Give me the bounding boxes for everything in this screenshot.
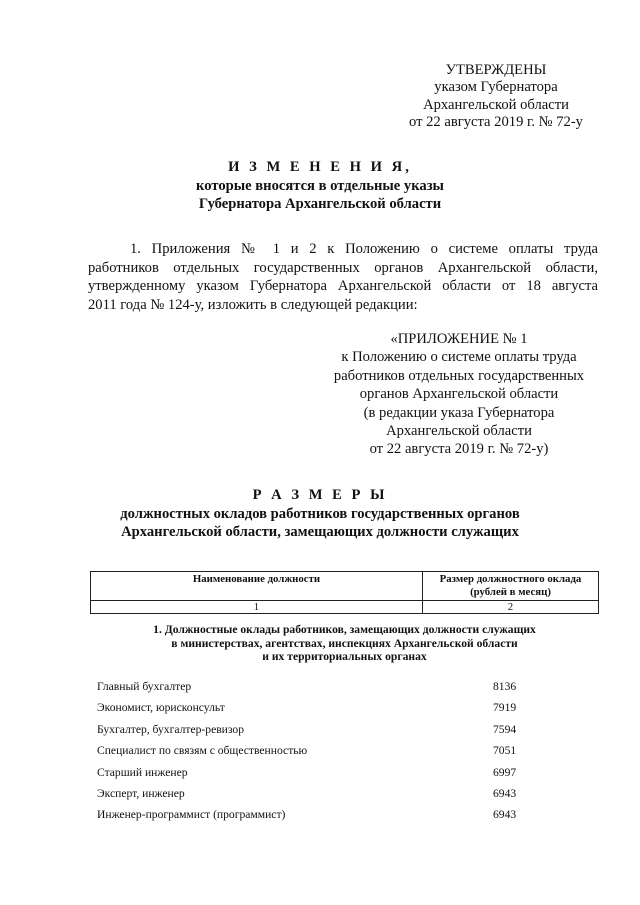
section-line: и их территориальных органах: [262, 650, 427, 664]
salary-value: 6943: [493, 786, 517, 800]
table-row: [97, 766, 557, 787]
salary-rows: [97, 680, 557, 830]
paragraph-line: утвержденному указом Губернатора Архангельской области от 18 августа: [88, 278, 598, 295]
col-number: 2: [423, 601, 599, 614]
table-row: [97, 723, 557, 744]
salary-value: 6997: [493, 765, 517, 779]
salary-value: 7051: [493, 744, 517, 758]
col-salary-header: [423, 572, 599, 601]
appendix-line: «ПРИЛОЖЕНИЕ № 1: [390, 331, 528, 347]
sizes-heading: [80, 486, 560, 542]
approval-line: Архангельской области: [423, 96, 569, 113]
main-paragraph: [88, 240, 598, 314]
appendix-line: к Положению о системе оплаты труда: [341, 349, 577, 366]
salary-value: 6943: [493, 808, 517, 822]
salary-value: 7594: [493, 722, 517, 736]
salary-table-header: [90, 571, 599, 614]
table-row: [97, 744, 557, 765]
appendix-line: работников отдельных государственных: [333, 367, 585, 384]
sizes-title: Р А З М Е Р Ы: [252, 487, 388, 503]
col-position-header: Наименование должности: [91, 572, 423, 601]
changes-title: И З М Е Н Е Н И Я,: [228, 159, 412, 175]
position-name: Экономист, юрисконсульт: [97, 701, 225, 715]
table-row: [97, 701, 557, 722]
table-row: [97, 787, 557, 808]
table-row: [97, 808, 557, 829]
appendix-line: от 22 августа 2019 г. № 72-у): [369, 441, 549, 458]
paragraph-line: 2011 года № 124-у, изложить в следующей редакции:: [88, 296, 418, 313]
salary-value: 8136: [493, 680, 517, 693]
approval-line: указом Губернатора: [434, 79, 558, 96]
approval-line: УТВЕРЖДЕНЫ: [445, 62, 547, 78]
table-row: [97, 680, 557, 701]
paragraph-line: 1. Приложения № 1 и 2 к Положению о системе оплаты труда: [130, 241, 598, 257]
changes-subtitle: Губернатора Архангельской области: [198, 196, 442, 212]
appendix-block: [318, 330, 600, 459]
position-name: Бухгалтер, бухгалтер-ревизор: [97, 722, 244, 736]
position-name: Главный бухгалтер: [97, 680, 192, 693]
changes-subtitle: которые вносятся в отдельные указы: [196, 177, 444, 194]
appendix-line: Архангельской области: [386, 423, 532, 440]
section-line: в министерствах, агентствах, инспекциях Архангельской области: [171, 636, 518, 650]
changes-heading: [80, 158, 560, 214]
position-name: Инженер-программист (программист): [97, 808, 286, 822]
approval-stamp: [390, 62, 602, 132]
appendix-line: органов Архангельской области: [359, 386, 559, 403]
sizes-subtitle: должностных окладов работников государственных органов: [120, 505, 520, 522]
section-heading: [90, 623, 599, 664]
position-name: Старший инженер: [97, 765, 188, 779]
appendix-line: (в редакции указа Губернатора: [363, 404, 555, 421]
salary-value: 7919: [493, 701, 517, 715]
approval-line: от 22 августа 2019 г. № 72-у: [409, 114, 583, 131]
col-salary-header-line: Размер должностного оклада: [439, 573, 582, 585]
position-name: Специалист по связям с общественностью: [97, 744, 308, 758]
sizes-subtitle: Архангельской области, замещающих должности служащих: [121, 524, 519, 540]
col-salary-header-line: (рублей в месяц): [470, 586, 551, 598]
col-number: 1: [91, 601, 423, 614]
section-line: 1. Должностные оклады работников, замещающих должности служащих: [153, 623, 536, 636]
paragraph-line: работников отдельных государственных органов Архангельской области,: [88, 259, 598, 276]
position-name: Эксперт, инженер: [97, 786, 185, 800]
